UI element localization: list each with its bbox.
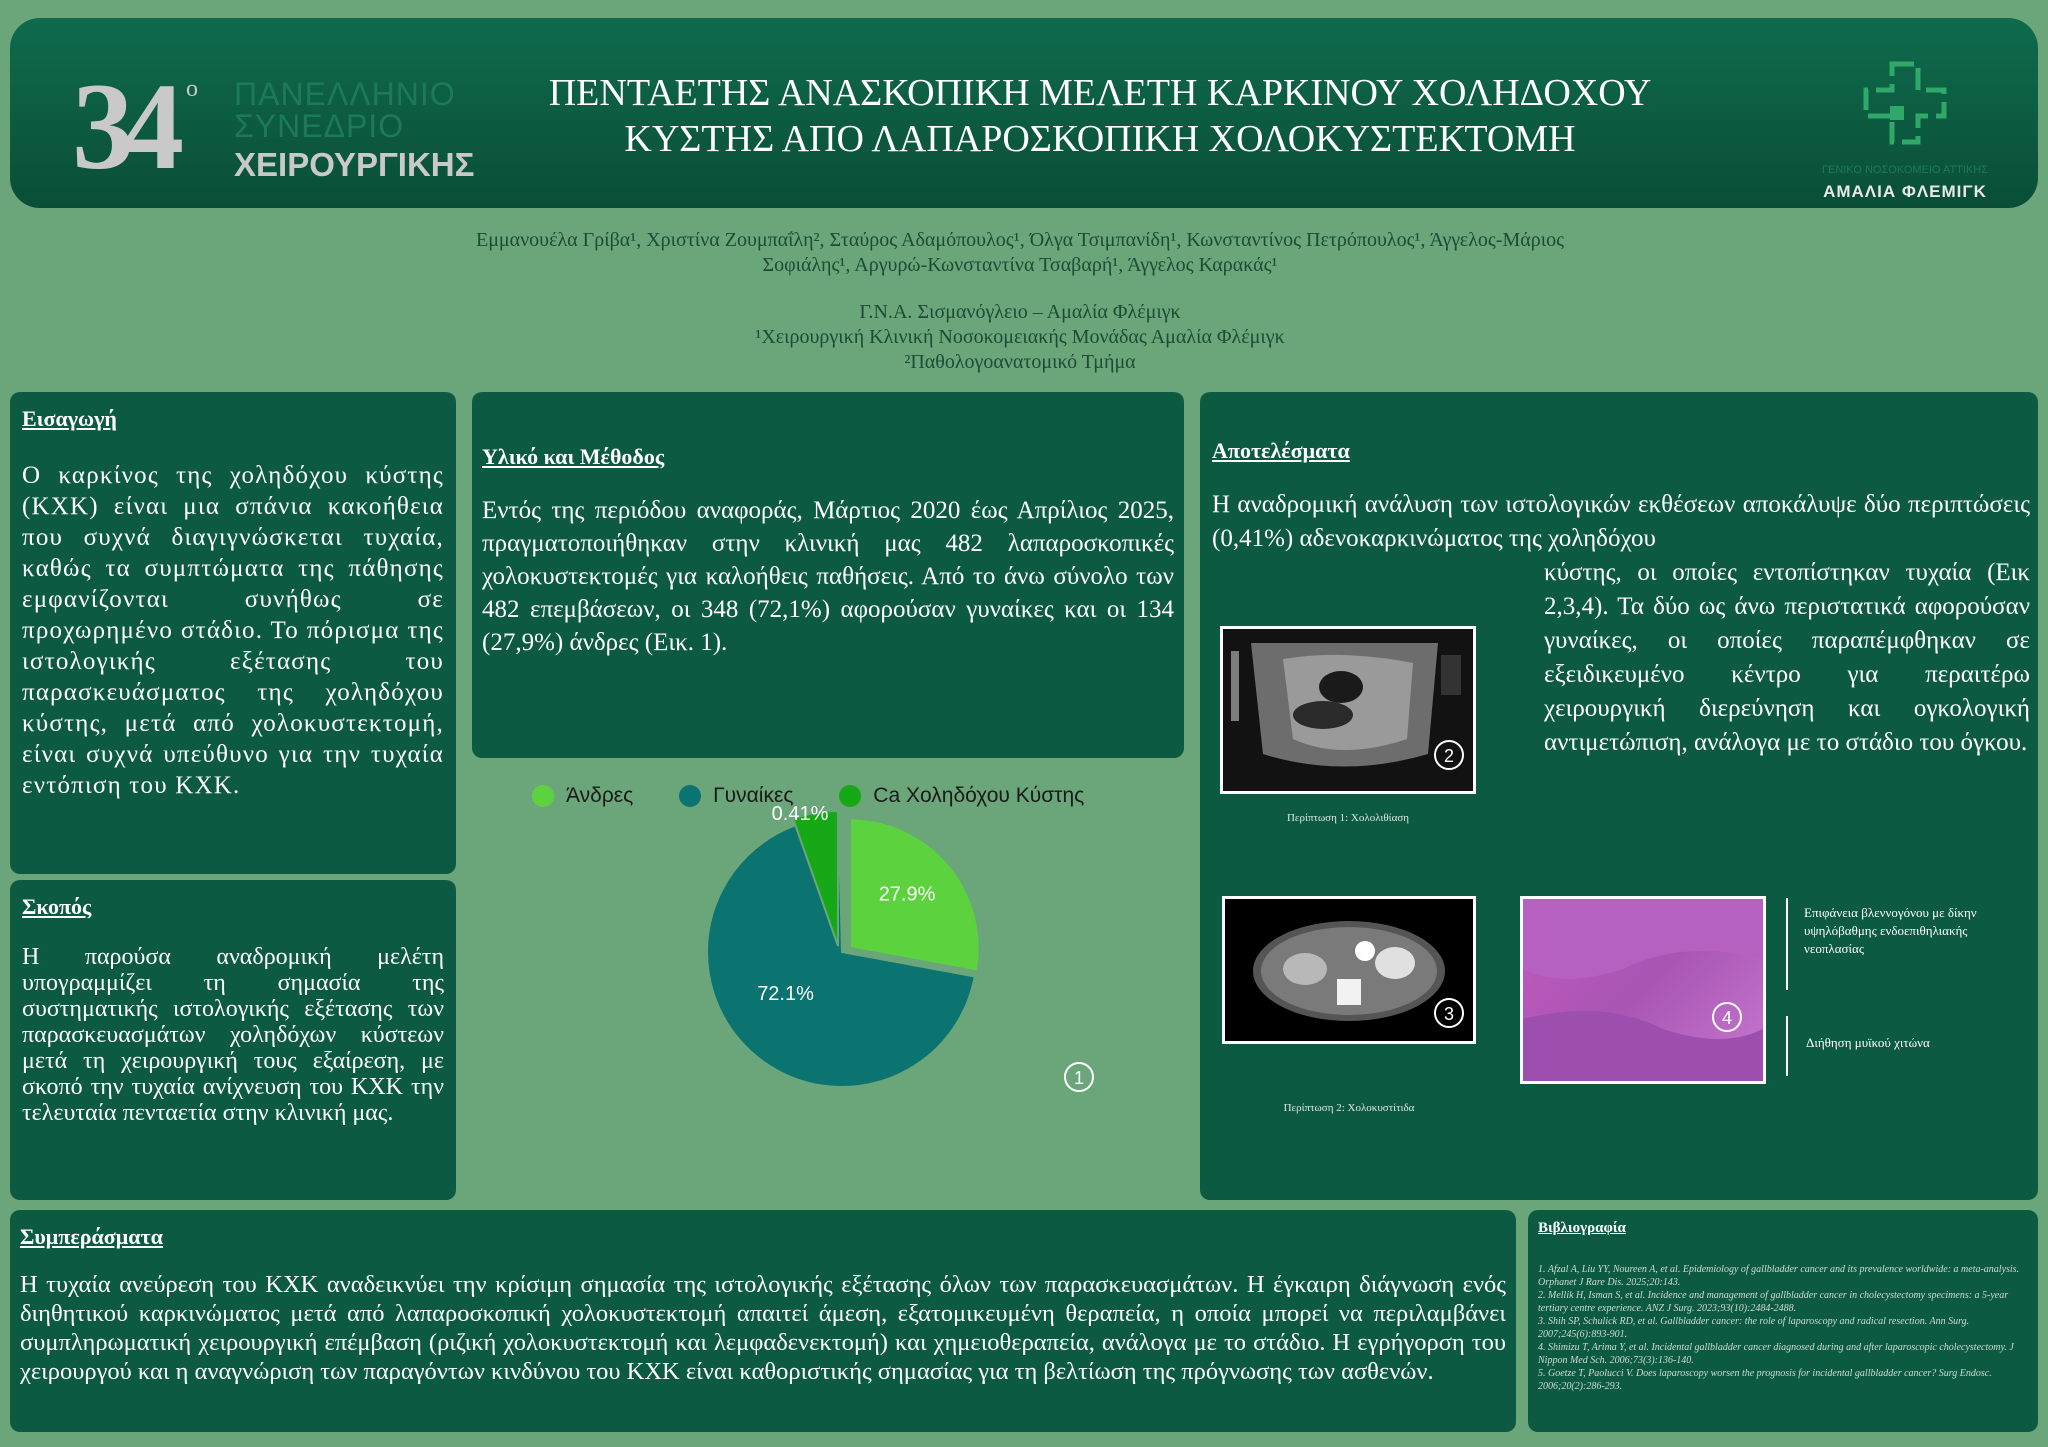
legend-label-ca: Ca Χοληδόχου Κύστης [873,784,1085,807]
reference-item: 4. Shimizu T, Arima Y, et al. Incidental gallbladder cancer diagnosed during and after laparoscopic cholecystectomy. J Nippon Med Sch. 2006;73(3):136-140. [1538,1342,2014,1366]
institutions [330,300,1710,375]
hospital-name: ΑΜΑΛΙΑ ΦΛΕΜΙΓΚ [1823,182,1987,201]
logo-line-3: ΧΕΙΡΟΥΡΓΙΚΗΣ [234,146,475,183]
institution-line-3: ²Παθολογοανατομικό Τμήμα [904,351,1136,373]
hospital-logo [1800,58,2010,208]
legend-item-ca [839,784,1084,808]
histology-annotation-2: Διήθηση μυϊκού χιτώνα [1806,1035,1930,1050]
results-panel [1200,392,2038,1200]
aim-panel [10,880,456,1200]
pie-chart [472,770,1184,1130]
authors-line-1: Εμμανουέλα Γρίβα¹, Χριστίνα Ζουμπαΐλη², Σταύρος Αδαμόπουλος¹, Όλγα Τσιμπανίδη¹, Κωνσταντίνος Πετρόπουλος¹, Άγγελος-Μάριος [475,229,1565,251]
figure-4-number: 4 [1712,1002,1742,1032]
legend-swatch-men [532,785,554,807]
logo-line-1: ΠΑΝΕΛΛΗΝΙΟ [234,76,456,112]
conclusions-panel [10,1210,1516,1432]
pie-label-ca: 0.41% [771,803,829,825]
reference-item: 5. Goetze T, Paolucci V. Does laparoscopy worsen the prognosis for incidental gallbladder cancer? Surg Endosc. 2006;20(2):286-293. [1538,1368,1992,1392]
hospital-subtitle: ΓΕΝΙΚΟ ΝΟΣΟΚΟΜΕΙΟ ΑΤΤΙΚΗΣ [1821,164,1989,176]
institution-line-1: Γ.Ν.Α. Σισμανόγλειο – Αμαλία Φλέμιγκ [859,301,1181,323]
ultrasound-graphic [1223,629,1473,791]
figure-3-number: 3 [1434,998,1464,1028]
histology-annotation-1: Επιφάνεια βλεννογόνου με δίκην υψηλόβαθμης ενδοεπιθηλιακής νεοπλασίας [1804,905,1977,956]
pie-label-women: 72.1% [757,983,814,1006]
references-list [1538,1263,2028,1393]
reference-item: 1. Afzal A, Liu YY, Noureen A, et al. Epidemiology of gallbladder cancer and its prevalence worldwide: a meta-analysis. Orphanet J Rare Dis. 2025;20:143. [1538,1264,2020,1288]
histology-graphic [1523,899,1763,1081]
aim-text: Η παρούσα αναδρομική μελέτη υπογραμμίζει τη σημασία της συστηματικής ιστολογικής εξέτασης των παρασκευασμάτων χοληδόχων κύστεων μετά τη χειρουργική τους εξαίρεση, με σκοπό την τυχαία ανίχνευση του ΚΧΚ την τελευταία πενταετία στην κλινική μας. [22,944,444,1126]
title-line-2: ΚΥΣΤΗΣ ΑΠΟ ΛΑΠΑΡΟΣΚΟΠΙΚΗ ΧΟΛΟΚΥΣΤΕΚΤΟΜΗ [624,118,1576,160]
results-heading: Αποτελέσματα [1212,438,1350,463]
figure-2-number: 2 [1434,740,1464,770]
legend-label-women: Γυναίκες [713,784,794,807]
methods-heading: Υλικό και Μέθοδος [482,444,665,469]
histology-image [1520,896,1766,1084]
conclusions-heading: Συμπεράσματα [20,1224,163,1249]
references-panel [1528,1210,2038,1432]
intro-text: Ο καρκίνος της χοληδόχου κύστης (ΚΧΚ) είναι μια σπάνια κακοήθεια που συχνά διαγιγνώσκεται τυχαία, καθώς τα συμπτώματα της πάθησης εμφανίζονται συνήθως σε προχωρημένο στάδιο. Το πόρισμα της ιστολογικής εξέτασης του παρασκευάσματος της χοληδόχου κύστης, μετά από χολοκυστεκτομή, είναι συχνά υπεύθυνο για την τυχαία εντόπιση του ΚΧΚ. [22,462,444,799]
medical-cross-icon [1860,58,1950,148]
figure-1-number: 1 [1064,1062,1094,1092]
conclusions-text: Η τυχαία ανεύρεση του ΚΧΚ αναδεικνύει την κρίσιμη σημασία της ιστολογικής εξέτασης όλων των παρασκευασμάτων. Η έγκαιρη διάγνωση ενός διηθητικού καρκινώματος μετά από λαπαροσκοπική χολοκυστεκτομή απαιτεί άμεση, εξατομικευμένη θεραπεία, η οποία μπορεί να περιλαμβάνει συμπληρωματική χειρουργική επέμβαση (ριζική χολοκυστεκτομή και λεμφαδενεκτομή) και χημειοθεραπεία, ανάλογα με το στάδιο. Η εγρήγορση του χειρουργού και η αναγνώριση των παραγόντων κινδύνου του ΚΧΚ είναι καθοριστικής σημασίας για τη βελτίωση της πρόγνωσης των ασθενών. [20,1271,1506,1385]
intro-panel [10,392,456,874]
legend-label-men: Άνδρες [566,784,634,807]
poster-title [530,70,1670,162]
reference-item: 2. Mellik H, Isman S, et al. Incidence and management of gallbladder cancer in cholecystectomy specimens: a 5-year tertiary centre experience. ANZ J Surg. 2023;93(10):2484-2488. [1538,1290,2009,1314]
authors-line-2: Σοφιάλης¹, Αργυρώ-Κωνσταντίνα Τσαβαρή¹, Άγγελος Καρακάς¹ [762,254,1278,276]
results-text-top: Η αναδρομική ανάλυση των ιστολογικών εκθέσεων αποκάλυψε δύο περιπτώσεις (0,41%) αδενοκαρκινώματος της χοληδόχου [1212,491,2030,552]
congress-logo [72,58,512,195]
reference-item: 3. Shih SP, Schulick RD, et al. Gallbladder cancer: the role of laparoscopy and radical resection. Ann Surg. 2007;245(6):893-901. [1538,1316,1970,1340]
annotation-bar-2 [1786,1016,1788,1076]
legend-swatch-ca [839,785,861,807]
results-text-right: κύστης, οι οποίες εντοπίστηκαν τυχαία (Εικ 2,3,4). Τα δύο ως άνω περιστατικά αφορούσαν γυναίκες, οι οποίες παραπέμφθηκαν σε εξειδικευμένο κέντρο για περαιτέρω χειρουργική διερεύνηση και ογκολογική αντιμετώπιση, ανάλογα με το στάδιο του όγκου. [1544,559,2030,756]
pie-label-men: 27.9% [878,883,936,906]
ultrasound-image [1220,626,1476,794]
methods-panel [472,392,1184,758]
logo-line-2: ΣΥΝΕΔΡΙΟ [234,108,405,144]
caption-case-2: Περίπτωση 2: Χολοκυστίτιδα [1283,1102,1415,1114]
legend-item-men [532,784,633,808]
methods-text: Εντός της περιόδου αναφοράς, Μάρτιος 2020 έως Απρίλιος 2025, πραγματοποιήθηκαν στην κλινική μας 482 λαπαροσκοπικές χολοκυστεκτομές για καλοήθεις παθήσεις. Από το άνω σύνολο των 482 επεμβάσεων, οι 348 (72,1%) αφορούσαν γυναίκες και οι 134 (27,9%) άνδρες (Εικ. 1). [482,497,1174,656]
chart-legend [532,784,1172,808]
poster-header [10,18,2038,208]
institution-line-2: ¹Χειρουργική Κλινική Νοσοκομειακής Μονάδας Αμαλία Φλέμιγκ [755,326,1285,348]
annotation-bar-1 [1786,898,1788,990]
logo-number: 34 [72,58,172,195]
aim-heading: Σκοπός [22,894,92,919]
title-line-1: ΠΕΝΤΑΕΤΗΣ ΑΝΑΣΚΟΠΙΚΗ ΜΕΛΕΤΗ ΚΑΡΚΙΝΟΥ ΧΟΛΗΔΟΧΟΥ [548,72,1652,114]
legend-swatch-women [679,785,701,807]
references-heading: Βιβλιογραφία [1538,1220,1626,1236]
logo-degree: o [186,76,198,102]
caption-case-1: Περίπτωση 1: Χολολιθίαση [1286,812,1410,824]
intro-heading: Εισαγωγή [22,406,117,431]
authors [330,228,1710,278]
